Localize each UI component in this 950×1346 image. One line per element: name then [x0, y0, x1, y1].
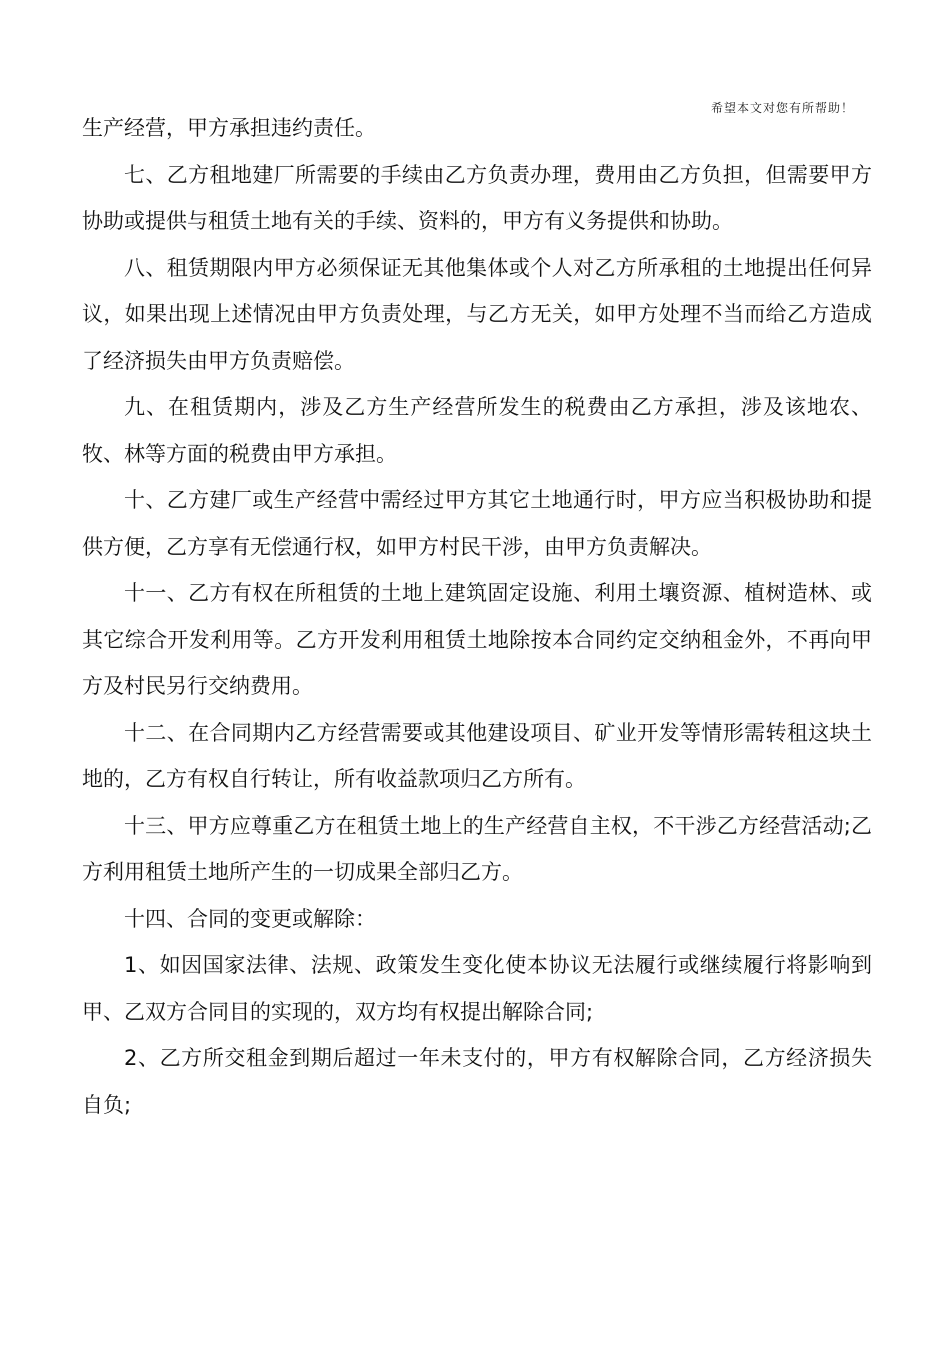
paragraph-clause-12: 十二、在合同期内乙方经营需要或其他建设项目、矿业开发等情形需转租这块土地的，乙方有权自行转让，所有收益款项归乙方所有。 — [82, 720, 872, 791]
paragraph-clause-9: 九、在租赁期内，涉及乙方生产经营所发生的税费由乙方承担，涉及该地农、牧、林等方面的税费由甲方承担。 — [82, 395, 872, 466]
paragraph-clause-14-item-2: 2、乙方所交租金到期后超过一年未支付的，甲方有权解除合同，乙方经济损失自负; — [82, 1046, 872, 1117]
header-note: 希望本文对您有所帮助！ — [710, 101, 854, 115]
paragraph-clause-8: 八、租赁期限内甲方必须保证无其他集体或个人对乙方所承租的土地提出任何异议，如果出现上述情况由甲方负责处理，与乙方无关，如甲方处理不当而给乙方造成了经济损失由甲方负责赔偿。 — [82, 255, 872, 373]
paragraph-clause-7: 七、乙方租地建厂所需要的手续由乙方负责办理，费用由乙方负担，但需要甲方协助或提供与租赁土地有关的手续、资料的，甲方有义务提供和协助。 — [82, 162, 872, 233]
document-body — [82, 105, 872, 1128]
paragraph-clause-14-item-1: 1、如因国家法律、法规、政策发生变化使本协议无法履行或继续履行将影响到甲、乙双方合同目的实现的，双方均有权提出解除合同; — [82, 953, 872, 1024]
paragraph-clause-10: 十、乙方建厂或生产经营中需经过甲方其它土地通行时，甲方应当积极协助和提供方便，乙方享有无偿通行权，如甲方村民干涉，由甲方负责解决。 — [82, 488, 872, 559]
paragraph-clause-14-heading: 十四、合同的变更或解除： — [124, 906, 376, 931]
paragraph-continuation: 生产经营，甲方承担违约责任。 — [82, 116, 376, 140]
paragraph-clause-11: 十一、乙方有权在所租赁的土地上建筑固定设施、利用土壤资源、植树造林、或其它综合开发利用等。乙方开发利用租赁土地除按本合同约定交纳租金外，不再向甲方及村民另行交纳费用。 — [82, 581, 872, 698]
paragraph-clause-13: 十三、甲方应尊重乙方在租赁土地上的生产经营自主权，不干涉乙方经营活动;乙方利用租赁土地所产生的一切成果全部归乙方。 — [82, 813, 872, 884]
